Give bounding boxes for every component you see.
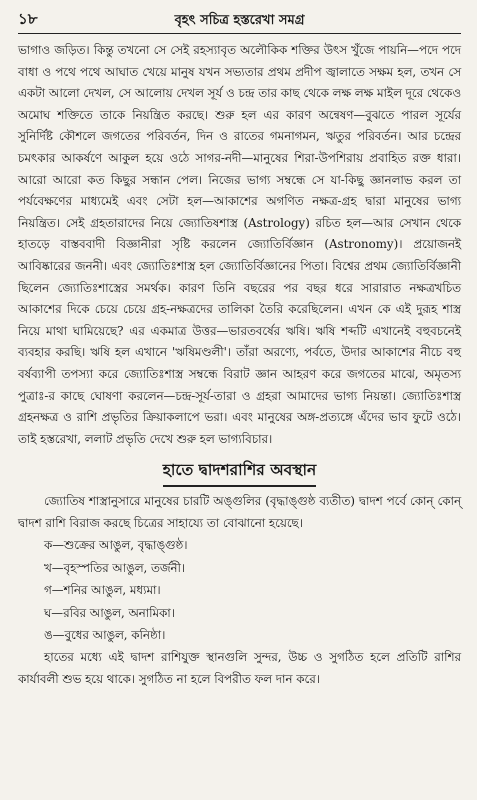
section-intro: জ্যোতিষ শাস্ত্রানুসারে মানুষের চারটি অঙ্গুলির (বৃদ্ধাঙ্গুষ্ঠ ব্যতীত) দ্বাদশ পর্বে কোন্ কোন্ দ্বাদশ রাশি বিরাজ করছে চিত্রের সাহায্যে তা বোঝানো হয়েছে। — [18, 494, 461, 530]
list-item: খ—বৃহস্পতির আঙুল, তর্জনী। — [44, 560, 186, 575]
page-number: ১৮ — [18, 10, 38, 28]
header-rule — [18, 33, 461, 34]
list-item: ঘ—রবির আঙুল, অনামিকা। — [44, 605, 175, 620]
running-title: বৃহৎ সচিত্র হস্তরেখা সমগ্র — [174, 13, 305, 28]
list-item: ক—শুক্রের আঙুল, বৃদ্ধাঙ্গুষ্ঠ। — [44, 538, 188, 553]
list-item: ঙ—বুধের আঙুল, কনিষ্ঠা। — [44, 628, 166, 643]
list-item: গ—শনির আঙুল, মধ্যমা। — [44, 583, 161, 598]
page-header — [18, 8, 461, 30]
body-paragraph: ভাগাও জড়িত। কিন্তু তখনো সে সেই রহস্যাবৃত অলৌকিক শক্তির উৎস খুঁজে পায়নি—পদে পদে বাধা ও পথে পথে আঘাত খেয়ে মানুষ যখন সভ্যতার প্রথম প্রদীপ জ্বালাতে সক্ষম হল, তখন সে একটা আলো দেখল, সে আলোয় দেখল সূর্য ও চন্দ্র তার কাছ থেকে লক্ষ লক্ষ মাইল দূরে থেকেও অমোঘ শক্তিতে তাকে নিয়ন্ত্রিত করছে। শুরু হল এর কারণ অন্বেষণ—বুঝতে পারল সূর্যের সুনির্দিষ্ট কৌশলে জগতের পরিবর্তন, দিন ও রাতের গমনাগমন, ঋতুর পরিবর্তন। আর চন্দ্রের চমৎকার আকর্ষণে আকুল হয়ে ওঠে সাগর-নদী—মানুষের শিরা-উপশিরায় প্রবাহিত রক্ত ধারা। আরো আরো কত কিছুর সন্ধান পেল। নিজের ভাগ্য সম্বন্ধে সে যা-কিছু জ্ঞানলাভ করল তা পর্যবেক্ষণের মাধ্যমেই এবং সেটা হল—আকাশের অগণিত নক্ষত্র-গ্রহ দ্বারা মানুষের ভাগ্য নিয়ন্ত্রিত। সেই গ্রহতারাদের নিয়ে জ্যোতিষশাস্ত্র (Astrology) রচিত হল—আর সেখান থেকে হাতড়ে বাস্তববাদী বিজ্ঞানীরা সৃষ্টি করলেন জ্যোতির্বিজ্ঞান (Astronomy)। প্রয়োজনই আবিষ্কারের জননী। এবং জ্যোতিঃশাস্ত্র হল জ্যোতির্বিজ্ঞানের পিতা। বিশ্বের প্রথম জ্যোতির্বিজ্ঞানী ছিলেন জ্যোতিঃশাস্ত্রের সমর্থক। কারণ তিনি বছরের পর বছর ধরে সারারাত নক্ষত্রখচিত আকাশের দিকে চেয়ে চেয়ে গ্রহ-নক্ষত্রদের তালিকা তৈরি করেছিলেন। এখন কে এই দুরূহ শাস্ত্র নিয়ে মাথা ঘামিয়েছে? এর একমাত্র উত্তর—ভারতবর্ষের ঋষি। ঋষি শব্দটি এখানেই বহুবচনেই ব্যবহার করছি। ঋষি হল এখানে 'ঋষিমণ্ডলী'। তাঁরা অরণ্যে, পর্বতে, উদার আকাশের নীচে বহু বর্ষব্যাপী তপস্যা করে জ্যোতিঃশাস্ত্র সম্বন্ধে বিরাট জ্ঞান আহরণ করে জগতের মাঝে, অমৃতস্য পুত্রাঃ-র কাছে ঘোষণা করলেন—চন্দ্র-সূর্য-তারা ও গ্রহরা আমাদের ভাগ্য নিয়ন্তা। জ্যোতিঃশাস্ত্র গ্রহনক্ষত্র ও রাশি প্রভৃতির ক্রিয়াকলাপে ভরা। এবং মানুষের অঙ্গ-প্রত্যঙ্গে এঁদের ভাব ফুটে ওঠে। তাই হস্তরেখা, ললাট প্রভৃতি দেখে শুরু হল ভাগ্যবিচার। — [18, 43, 461, 446]
finger-list — [18, 534, 461, 647]
section-heading-text: হাতে দ্বাদশরাশির অবস্থান — [163, 458, 317, 487]
closing-paragraph: হাতের মধ্যে এই দ্বাদশ রাশিযুক্ত স্থানগুলি সুন্দর, উচ্চ ও সুগঠিত হলে প্রতিটি রাশির কার্যাবলী শুভ হয়ে থাকে। সুগঠিত না হলে বিপরীত ফল দান করে। — [18, 649, 461, 686]
section-heading — [18, 458, 461, 487]
